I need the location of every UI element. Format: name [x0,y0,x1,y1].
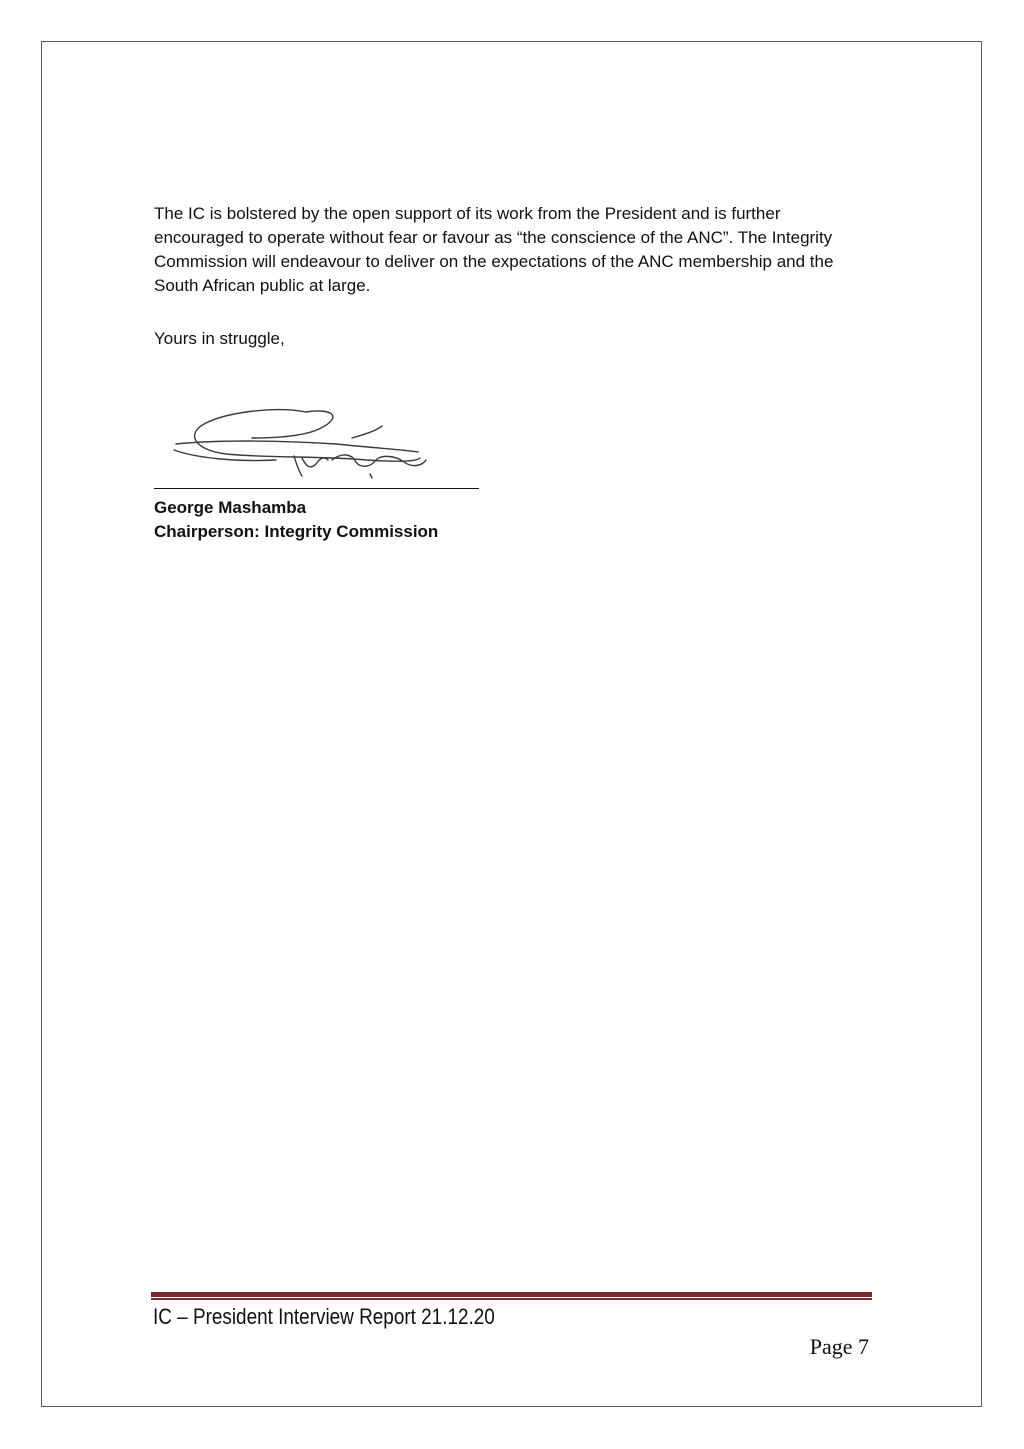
signature-line [154,488,479,489]
signatory-name: George Mashamba [154,498,307,517]
handwritten-signature [156,398,476,486]
signatory-title: Chairperson: Integrity Commission [154,522,439,541]
footer-rule-thin [151,1298,872,1300]
footer-report-title: IC – President Interview Report 21.12.20 [153,1304,495,1329]
closing-salutation: Yours in struggle, [154,329,285,348]
page-number: Page 7 [809,1334,869,1359]
footer-rule [151,1292,872,1301]
body-paragraph: The IC is bolstered by the open support of its work from the President and is further encouraged to operate without fear or favour as “the conscience of the ANC”. The Integrity Commission will endeavour to deliver on the expectations of the ANC membership and the South African public at large. [154,204,834,295]
footer-rule-thick [151,1292,872,1297]
